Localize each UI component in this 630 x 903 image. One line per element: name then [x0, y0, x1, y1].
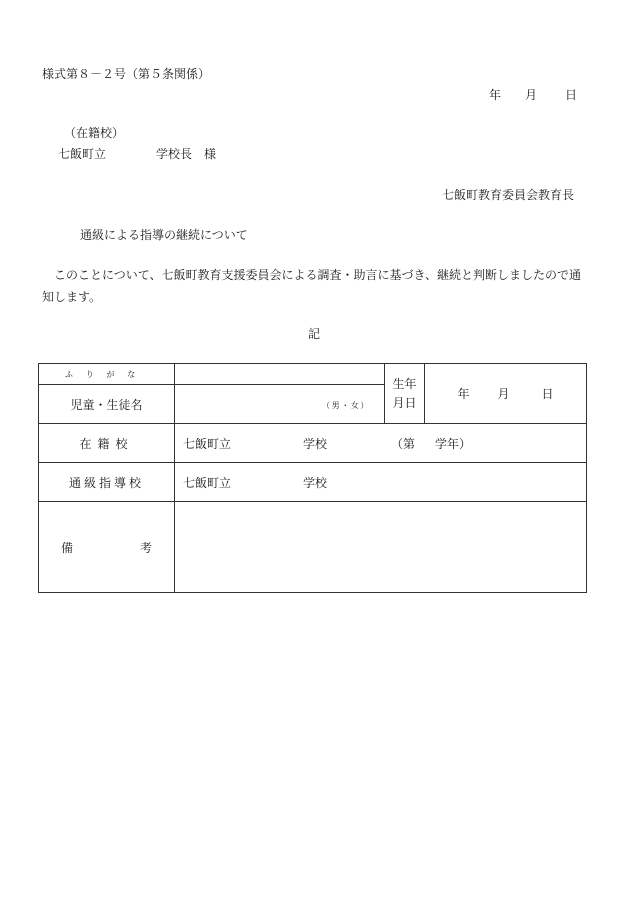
birth-year-label: 年 — [457, 387, 470, 401]
enrolled-school-prefix: 七飯町立 — [183, 436, 232, 451]
birth-date-label-2: 月日 — [392, 395, 417, 410]
tsukyu-school-row — [39, 463, 587, 502]
birth-date-label-1: 生年 — [392, 376, 417, 391]
tsukyu-school-prefix: 七飯町立 — [183, 475, 232, 490]
form-number: 様式第８－２号（第５条関係） — [42, 67, 211, 81]
student-name-field[interactable] — [175, 385, 385, 424]
grade-close: 学年） — [435, 436, 472, 451]
birth-date-field[interactable] — [425, 364, 587, 424]
recipient-line — [58, 148, 216, 160]
remarks-label-1: 備 — [61, 540, 74, 555]
remarks-field[interactable] — [175, 502, 587, 593]
furigana-row — [39, 364, 587, 385]
student-name-label: 児童・生徒名 — [39, 385, 175, 424]
remarks-label-2: 考 — [139, 540, 152, 555]
notification-table — [38, 363, 587, 593]
sender: 七飯町教育委員会教育長 — [441, 188, 574, 202]
remarks-row — [39, 502, 587, 593]
recipient-label: （在籍校） — [64, 126, 125, 140]
issue-date-year-label: 年 — [489, 88, 502, 102]
grade-open: （第 — [391, 436, 416, 451]
recipient-honorific: 様 — [204, 147, 217, 161]
remarks-label — [39, 502, 175, 593]
body-text: このことについて、七飯町教育支援委員会による調査・助言に基づき、継続と判断しましたので通知します。 — [42, 268, 582, 304]
tsukyu-school-field[interactable] — [175, 463, 587, 502]
furigana-field[interactable] — [175, 364, 385, 385]
enrolled-school-label: 在籍校 — [39, 424, 175, 463]
enrolled-school-field[interactable] — [175, 424, 587, 463]
furigana-label: ふりがな — [39, 364, 175, 385]
subject: 通級による指導の継続について — [80, 228, 248, 242]
birth-day-label: 日 — [541, 387, 554, 401]
enrolled-school-suffix: 学校 — [303, 436, 328, 451]
recipient-title: 学校長 — [156, 147, 193, 161]
issue-date — [489, 89, 577, 101]
enrolled-school-row — [39, 424, 587, 463]
recipient-prefix: 七飯町立 — [58, 147, 107, 161]
ki-heading: 記 — [308, 327, 321, 341]
tsukyu-school-label: 通級指導校 — [39, 463, 175, 502]
birth-month-label: 月 — [497, 387, 510, 401]
issue-date-day-label: 日 — [565, 88, 578, 102]
sex-note: （男・女） — [322, 401, 370, 410]
tsukyu-school-suffix: 学校 — [303, 475, 328, 490]
issue-date-month-label: 月 — [525, 88, 538, 102]
birth-date-label — [385, 364, 425, 424]
